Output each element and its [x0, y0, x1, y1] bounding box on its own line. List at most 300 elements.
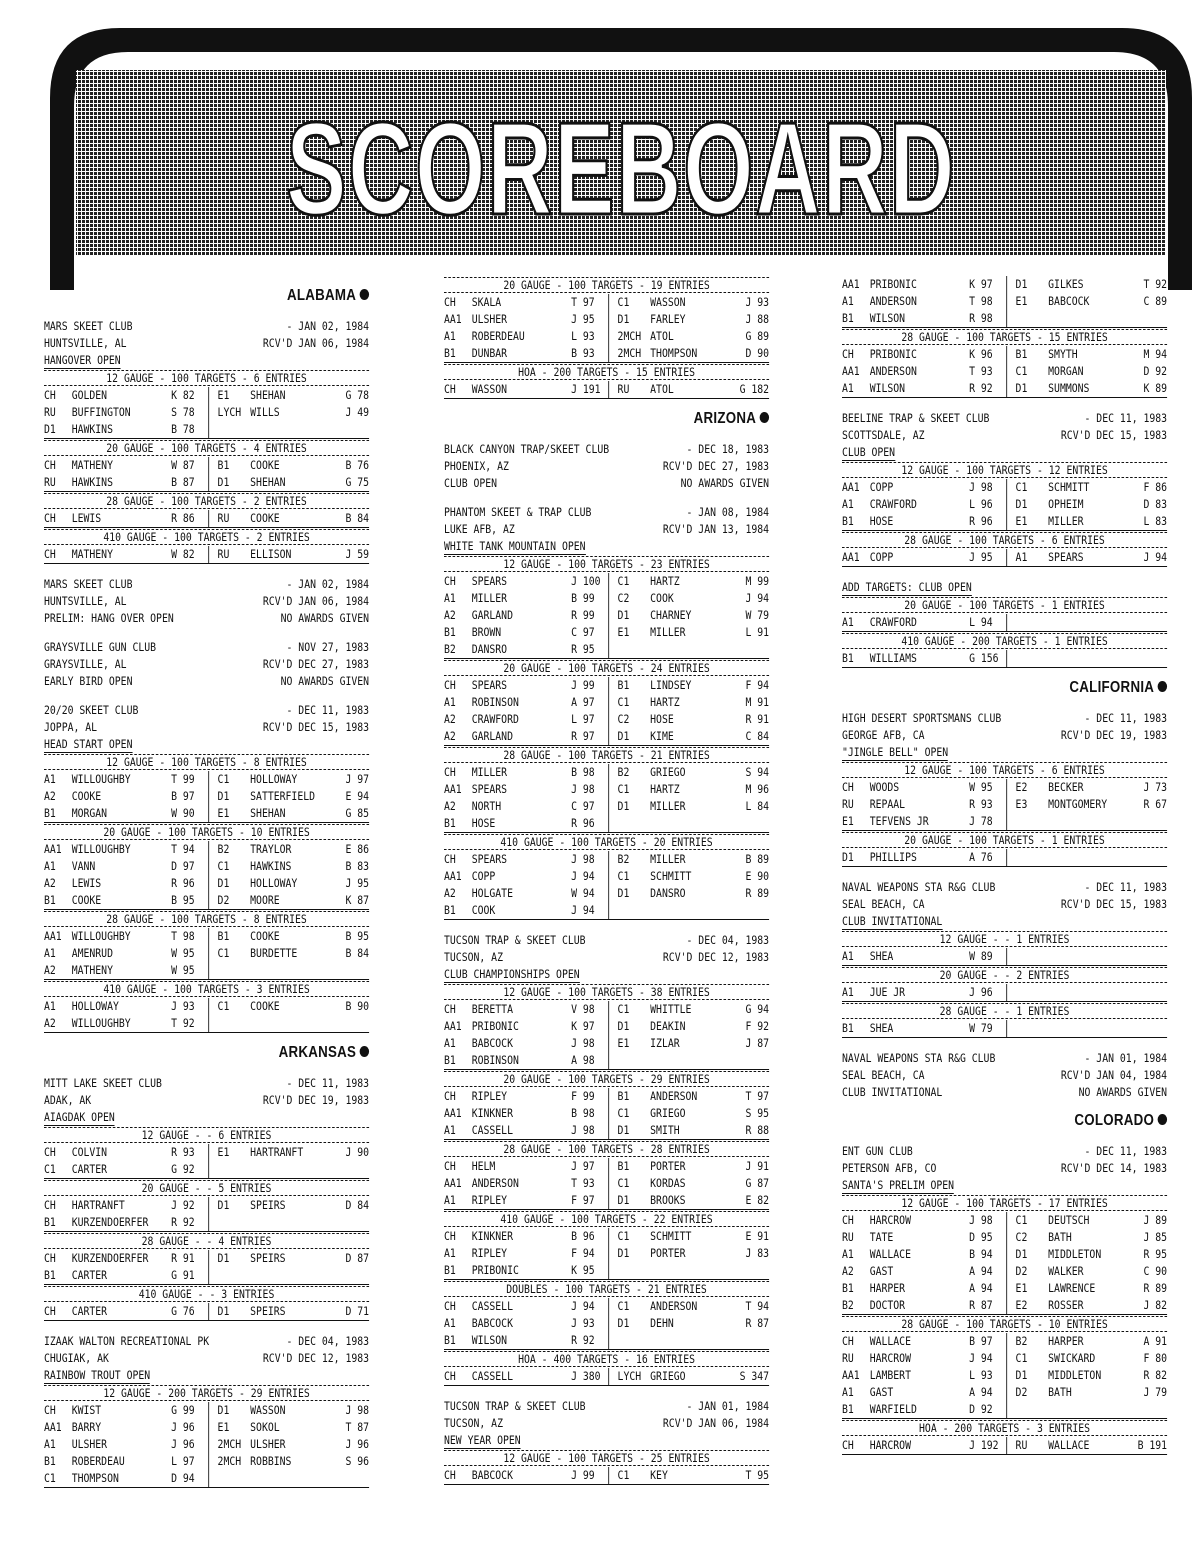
column-divider [1007, 1212, 1016, 1229]
score: K 97 [571, 1019, 595, 1033]
column-divider [1007, 1263, 1016, 1280]
shooter-name: ATOL [650, 329, 674, 343]
score: G 85 [345, 806, 370, 820]
class-code [618, 815, 651, 832]
shooter-name: HARTRANFT [250, 1145, 304, 1159]
received-date: RCV'D DEC 27, 1983 [662, 459, 770, 473]
score [332, 1267, 369, 1284]
shooter-name: TEFVENS JR [869, 814, 929, 828]
club-name: PHANTOM SKEET & TRAP CLUB [444, 505, 592, 519]
score [732, 815, 769, 832]
class-code: A1 [444, 1036, 456, 1050]
class-code: A2 [44, 963, 56, 977]
shooter-name: MORGAN [1048, 364, 1084, 378]
class-code: A1 [444, 1246, 456, 1260]
club-result [44, 1333, 369, 1488]
gauge-header: 20 GAUGE - 100 TARGETS - 1 ENTRIES [842, 832, 1167, 848]
column-divider [609, 677, 618, 694]
class-code: AA1 [44, 929, 62, 943]
score: C 89 [1143, 294, 1168, 308]
score-row [444, 711, 769, 728]
score-row [44, 546, 369, 564]
score: F 99 [571, 1089, 595, 1103]
event-date: - DEC 18, 1983 [686, 442, 770, 456]
class-code: CH [444, 1002, 456, 1016]
class-code: CH [44, 1304, 56, 1318]
class-code: A1 [44, 859, 56, 873]
score: G 182 [739, 382, 770, 396]
shooter-name [1048, 1401, 1129, 1418]
event-row [44, 1109, 369, 1126]
shooter-name: DUNBAR [471, 346, 508, 360]
class-code: A1 [444, 1193, 456, 1207]
shooter-name: HAWKINS [71, 422, 113, 436]
score: B 93 [571, 346, 595, 360]
shooter-name: CARTER [71, 1268, 108, 1282]
score: B 191 [1137, 1438, 1168, 1452]
shooter-name: WASSON [250, 1403, 286, 1417]
score [332, 1214, 369, 1231]
score [1130, 614, 1167, 631]
class-code [1016, 948, 1049, 965]
event-date: - DEC 04, 1983 [686, 933, 770, 947]
score: J 191 [571, 382, 601, 396]
column-divider [209, 945, 218, 962]
column-divider [609, 868, 618, 885]
score [1130, 948, 1167, 965]
gauge-header: 410 GAUGE - 100 TARGETS - 3 ENTRIES [44, 981, 369, 997]
gauge-header: 12 GAUGE - 100 TARGETS - 25 ENTRIES [444, 1450, 769, 1466]
column-divider [609, 1298, 618, 1315]
class-code: AA1 [444, 312, 462, 326]
score [1130, 310, 1167, 327]
club-name: MARS SKEET CLUB [44, 577, 133, 591]
class-code: C1 [44, 1471, 56, 1485]
shooter-name: SPEARS [471, 782, 508, 796]
score: M 96 [745, 782, 770, 796]
score: L 96 [969, 497, 993, 511]
score: B 99 [571, 591, 595, 605]
class-code: B1 [842, 1402, 854, 1416]
event-row [842, 579, 1167, 596]
class-code: C1 [44, 1162, 56, 1176]
column-divider [1007, 1280, 1016, 1297]
shooter-name: WHITTLE [650, 1002, 692, 1016]
column-divider [1007, 1401, 1016, 1418]
column-divider [609, 885, 618, 902]
score: R 93 [171, 1145, 195, 1159]
score-row [842, 1280, 1167, 1297]
score: B 87 [171, 475, 195, 489]
class-code: LYCH [617, 1369, 642, 1383]
club-header [842, 879, 1167, 896]
shooter-name: PRIBONIC [471, 1019, 519, 1033]
class-code: CH [444, 1369, 456, 1383]
score: M 91 [745, 695, 770, 709]
column-divider [209, 1402, 218, 1419]
shooter-name: KINKNER [471, 1229, 513, 1243]
column-divider [609, 1467, 618, 1484]
shooter-name: MONTGOMERY [1048, 797, 1108, 811]
column-divider [209, 771, 218, 788]
class-code: AA1 [842, 550, 860, 564]
score: J 94 [1143, 550, 1168, 564]
column-divider [1007, 849, 1016, 866]
class-code: B1 [842, 1281, 854, 1295]
score: J 94 [745, 591, 770, 605]
shooter-name: COOKE [250, 458, 280, 472]
class-code: A2 [44, 876, 56, 890]
column-divider [609, 1105, 618, 1122]
club-name: IZAAK WALTON RECREATIONAL PK [44, 1334, 210, 1348]
shooter-name: MILLER [650, 625, 686, 639]
club-name: HIGH DESERT SPORTSMANS CLUB [842, 711, 1002, 725]
received-date: RCV'D JAN 06, 1984 [662, 1416, 770, 1430]
class-code: C2 [617, 712, 630, 726]
shooter-name: ANDERSON [471, 1176, 519, 1190]
score-row [444, 641, 769, 659]
column-divider [1007, 346, 1016, 363]
shooter-name [650, 902, 731, 919]
gauge-header: 410 GAUGE - 200 TARGETS - 1 ENTRIES [842, 633, 1167, 649]
score: C 97 [571, 625, 595, 639]
shooter-name: SMITH [650, 1123, 680, 1137]
shooter-name: BECKER [1048, 780, 1084, 794]
column-divider [209, 1436, 218, 1453]
score-row [444, 868, 769, 885]
class-code: A1 [444, 1123, 456, 1137]
club-header [44, 639, 369, 656]
column-divider [1007, 796, 1016, 813]
score-row [444, 764, 769, 781]
score: J 59 [345, 547, 370, 561]
score-row [444, 1105, 769, 1122]
class-code: B1 [617, 1089, 630, 1103]
score: A 91 [1143, 1334, 1168, 1348]
class-code: B2 [444, 642, 456, 656]
score-row [842, 614, 1167, 632]
score: C 97 [571, 799, 595, 813]
column-divider [1007, 1437, 1016, 1454]
class-code: CH [444, 1089, 456, 1103]
shooter-name: IZLAR [650, 1036, 680, 1050]
shooter-name: MATHENY [71, 547, 113, 561]
event-row [842, 444, 1167, 461]
shooter-name: KURZENDOERFER [71, 1215, 149, 1229]
score: S 96 [345, 1454, 370, 1468]
score: D 84 [345, 1198, 370, 1212]
score-row [444, 381, 769, 399]
event-row [444, 966, 769, 983]
score-row [842, 1020, 1167, 1038]
shooter-name: ULSHER [250, 1437, 286, 1451]
shooter-name: ROBBINS [250, 1454, 292, 1468]
score: E 94 [345, 789, 370, 803]
class-code: AA1 [444, 782, 462, 796]
event-row [444, 538, 769, 555]
class-code: C1 [1015, 1213, 1028, 1227]
column-divider [1007, 1384, 1016, 1401]
shooter-name [1048, 310, 1129, 327]
score-row [44, 1402, 369, 1419]
score: T 92 [1143, 277, 1168, 291]
score [1130, 984, 1167, 1001]
shooter-name: WILLOUGHBY [71, 929, 131, 943]
awards-note: NO AWARDS GIVEN [680, 476, 770, 490]
score-row [44, 788, 369, 805]
class-code: E1 [217, 806, 230, 820]
class-code: D1 [842, 850, 854, 864]
shooter-name [250, 1470, 331, 1487]
class-code: D1 [617, 1316, 630, 1330]
score-row [842, 1350, 1167, 1367]
score-row [44, 1303, 369, 1321]
shooter-name: BABCOCK [1048, 294, 1090, 308]
score-row [444, 1245, 769, 1262]
gauge-header: 12 GAUGE - 100 TARGETS - 8 ENTRIES [44, 754, 369, 770]
class-code: C1 [617, 869, 630, 883]
event-title: RAINBOW TROUT OPEN [44, 1368, 151, 1382]
score: M 94 [1143, 347, 1168, 361]
score: G 94 [745, 1002, 770, 1016]
class-code: E3 [1015, 797, 1028, 811]
shooter-name: HOLLOWAY [250, 876, 298, 890]
score [332, 1470, 369, 1487]
column-divider [1007, 549, 1016, 566]
event-date: - JAN 02, 1984 [286, 319, 370, 333]
score: C 84 [745, 729, 770, 743]
class-code: CH [44, 1145, 56, 1159]
gauge-header: 20 GAUGE - - 5 ENTRIES [44, 1180, 369, 1196]
club-result [444, 932, 769, 1386]
received-date: RCV'D DEC 14, 1983 [1060, 1161, 1168, 1175]
score-row [842, 1246, 1167, 1263]
score: G 89 [745, 329, 770, 343]
state-name: ALABAMA [286, 287, 357, 304]
shooter-name: SPEARS [471, 852, 508, 866]
shooter-name: CARTER [71, 1162, 108, 1176]
score: S 94 [745, 765, 770, 779]
event-title: "JINGLE BELL" OPEN [842, 745, 949, 759]
class-code: A1 [842, 294, 854, 308]
shooter-name: BABCOCK [471, 1316, 513, 1330]
state-name: COLORADO [1074, 1112, 1155, 1129]
column-divider [209, 928, 218, 945]
class-code: AA1 [444, 869, 462, 883]
score: R 82 [1143, 1368, 1168, 1382]
shooter-name: ROSSER [1048, 1298, 1084, 1312]
class-code: E1 [217, 1145, 230, 1159]
score: R 87 [969, 1298, 993, 1312]
score: G 156 [969, 651, 999, 665]
score-row [842, 479, 1167, 496]
class-code: B1 [44, 806, 56, 820]
shooter-name: WALLACE [1048, 1438, 1090, 1452]
club-location: CHUGIAK, AK [44, 1351, 109, 1365]
score-row [444, 1122, 769, 1140]
class-code: C1 [1015, 1351, 1028, 1365]
gauge-header: DOUBLES - 100 TARGETS - 21 ENTRIES [444, 1281, 769, 1297]
class-code: C1 [617, 782, 630, 796]
score-row [44, 998, 369, 1015]
score-row [44, 841, 369, 858]
score: J 73 [1143, 780, 1168, 794]
club-header [44, 576, 369, 593]
class-code: A1 [44, 946, 56, 960]
column-divider [1007, 650, 1016, 667]
class-code: AA1 [842, 480, 860, 494]
class-code: D1 [1015, 1247, 1028, 1261]
class-code: D1 [217, 789, 230, 803]
shooter-name: SCHMITT [1048, 480, 1090, 494]
shooter-name: PRIBONIC [471, 1263, 519, 1277]
score: L 97 [171, 1454, 195, 1468]
score-row [44, 1197, 369, 1214]
score-row [44, 892, 369, 910]
event-row [842, 913, 1167, 930]
score: B 97 [171, 789, 195, 803]
column-divider [609, 1035, 618, 1052]
shooter-name: DEUTSCH [1048, 1213, 1090, 1227]
shooter-name [1048, 813, 1129, 830]
event-date: - DEC 11, 1983 [1084, 1144, 1168, 1158]
received-date: RCV'D DEC 19, 1983 [1060, 728, 1168, 742]
score-row [842, 1333, 1167, 1350]
shooter-name: ANDERSON [869, 294, 917, 308]
event-date: - JAN 01, 1984 [686, 1399, 770, 1413]
class-code: A2 [842, 1264, 854, 1278]
class-code: B1 [444, 1053, 456, 1067]
score-row [842, 380, 1167, 398]
event-title: AIAGDAK OPEN [44, 1110, 115, 1124]
club-result [44, 576, 369, 627]
event-row [44, 352, 369, 369]
gauge-header: 410 GAUGE - 100 TARGETS - 2 ENTRIES [44, 529, 369, 545]
shooter-name: WALKER [1048, 1264, 1084, 1278]
score: J 88 [745, 312, 770, 326]
event-title: NEW YEAR OPEN [444, 1433, 521, 1447]
score-row [444, 781, 769, 798]
score-row [842, 363, 1167, 380]
score: J 98 [571, 782, 595, 796]
column-divider [1007, 1020, 1016, 1037]
gauge-header: 12 GAUGE - 100 TARGETS - 6 ENTRIES [44, 370, 369, 386]
club-name: 20/20 SKEET CLUB [44, 703, 139, 717]
shooter-name: LEWIS [71, 876, 102, 890]
gauge-header: 12 GAUGE - 100 TARGETS - 6 ENTRIES [842, 762, 1167, 778]
class-code: CH [44, 1251, 56, 1265]
class-code [218, 421, 251, 438]
score-row [444, 1467, 769, 1485]
score: J 95 [969, 550, 993, 564]
score-row [44, 474, 369, 492]
score-row [444, 1088, 769, 1105]
awards-note: NO AWARDS GIVEN [280, 674, 370, 688]
column-divider [609, 1122, 618, 1139]
score: D 97 [171, 859, 195, 873]
shooter-name: VANN [71, 859, 96, 873]
shooter-name: LAWRENCE [1048, 1281, 1096, 1295]
score-row [842, 293, 1167, 310]
gauge-header: 20 GAUGE - - 2 ENTRIES [842, 967, 1167, 983]
score-row [444, 1018, 769, 1035]
class-code: B1 [217, 458, 230, 472]
class-code: A1 [842, 497, 854, 511]
shooter-name: ROBINSON [471, 1053, 519, 1067]
column-1 [44, 276, 370, 1488]
received-date: RCV'D DEC 15, 1983 [262, 720, 370, 734]
column-divider [209, 1250, 218, 1267]
shooter-name: KWIST [71, 1403, 102, 1417]
gauge-header: 20 GAUGE - 100 TARGETS - 19 ENTRIES [444, 277, 769, 293]
score: L 94 [969, 615, 993, 629]
class-code: B1 [444, 346, 456, 360]
shooter-name: ANDERSON [650, 1089, 698, 1103]
shooter-name: WILSON [869, 381, 906, 395]
score: S 95 [745, 1106, 770, 1120]
shooter-name: MILLER [471, 591, 508, 605]
score: J 94 [571, 903, 595, 917]
club-header [444, 441, 769, 458]
shooter-name: TATE [869, 1230, 894, 1244]
gauge-header: 28 GAUGE - 100 TARGETS - 15 ENTRIES [842, 329, 1167, 345]
score: S 347 [739, 1369, 770, 1383]
score: R 89 [1143, 1281, 1168, 1295]
class-code: B1 [617, 1159, 630, 1173]
score: J 92 [171, 1198, 195, 1212]
class-code: CH [444, 765, 456, 779]
score: R 93 [969, 797, 993, 811]
class-code: B1 [217, 929, 230, 943]
class-code: CH [444, 852, 456, 866]
column-divider [209, 1303, 218, 1320]
score: K 89 [1143, 381, 1168, 395]
score: V 98 [571, 1002, 595, 1016]
score: B 98 [571, 1106, 595, 1120]
shooter-name: BROWN [471, 625, 502, 639]
score: T 97 [745, 1089, 770, 1103]
score: J 98 [969, 1213, 993, 1227]
shooter-name [250, 421, 331, 438]
score: J 95 [345, 876, 370, 890]
class-code: B2 [1015, 1334, 1028, 1348]
score: B 84 [345, 511, 370, 525]
score: J 98 [571, 1123, 595, 1137]
column-divider [1007, 310, 1016, 327]
club-header [44, 1333, 369, 1350]
shooter-name: MATHENY [71, 458, 113, 472]
column-divider [1007, 496, 1016, 513]
score-row [444, 345, 769, 363]
shooter-name [650, 641, 731, 658]
club-result [842, 1050, 1167, 1101]
class-code: LYCH [217, 405, 242, 419]
shooter-name: WALLACE [869, 1247, 911, 1261]
gauge-header: 28 GAUGE - 100 TARGETS - 28 ENTRIES [444, 1141, 769, 1157]
shooter-name: CHARNEY [650, 608, 692, 622]
shooter-name: CASSELL [471, 1299, 513, 1313]
score: R 92 [969, 381, 993, 395]
column-divider [609, 1001, 618, 1018]
club-note-row [444, 475, 769, 492]
scoreboard-banner [50, 28, 1192, 290]
shooter-name: ANDERSON [869, 364, 917, 378]
shooter-name: JUE JR [869, 985, 906, 999]
event-title: CLUB INVITATIONAL [842, 914, 943, 928]
score: B 83 [345, 859, 370, 873]
column-divider [1007, 479, 1016, 496]
shooter-name: GAST [869, 1385, 894, 1399]
